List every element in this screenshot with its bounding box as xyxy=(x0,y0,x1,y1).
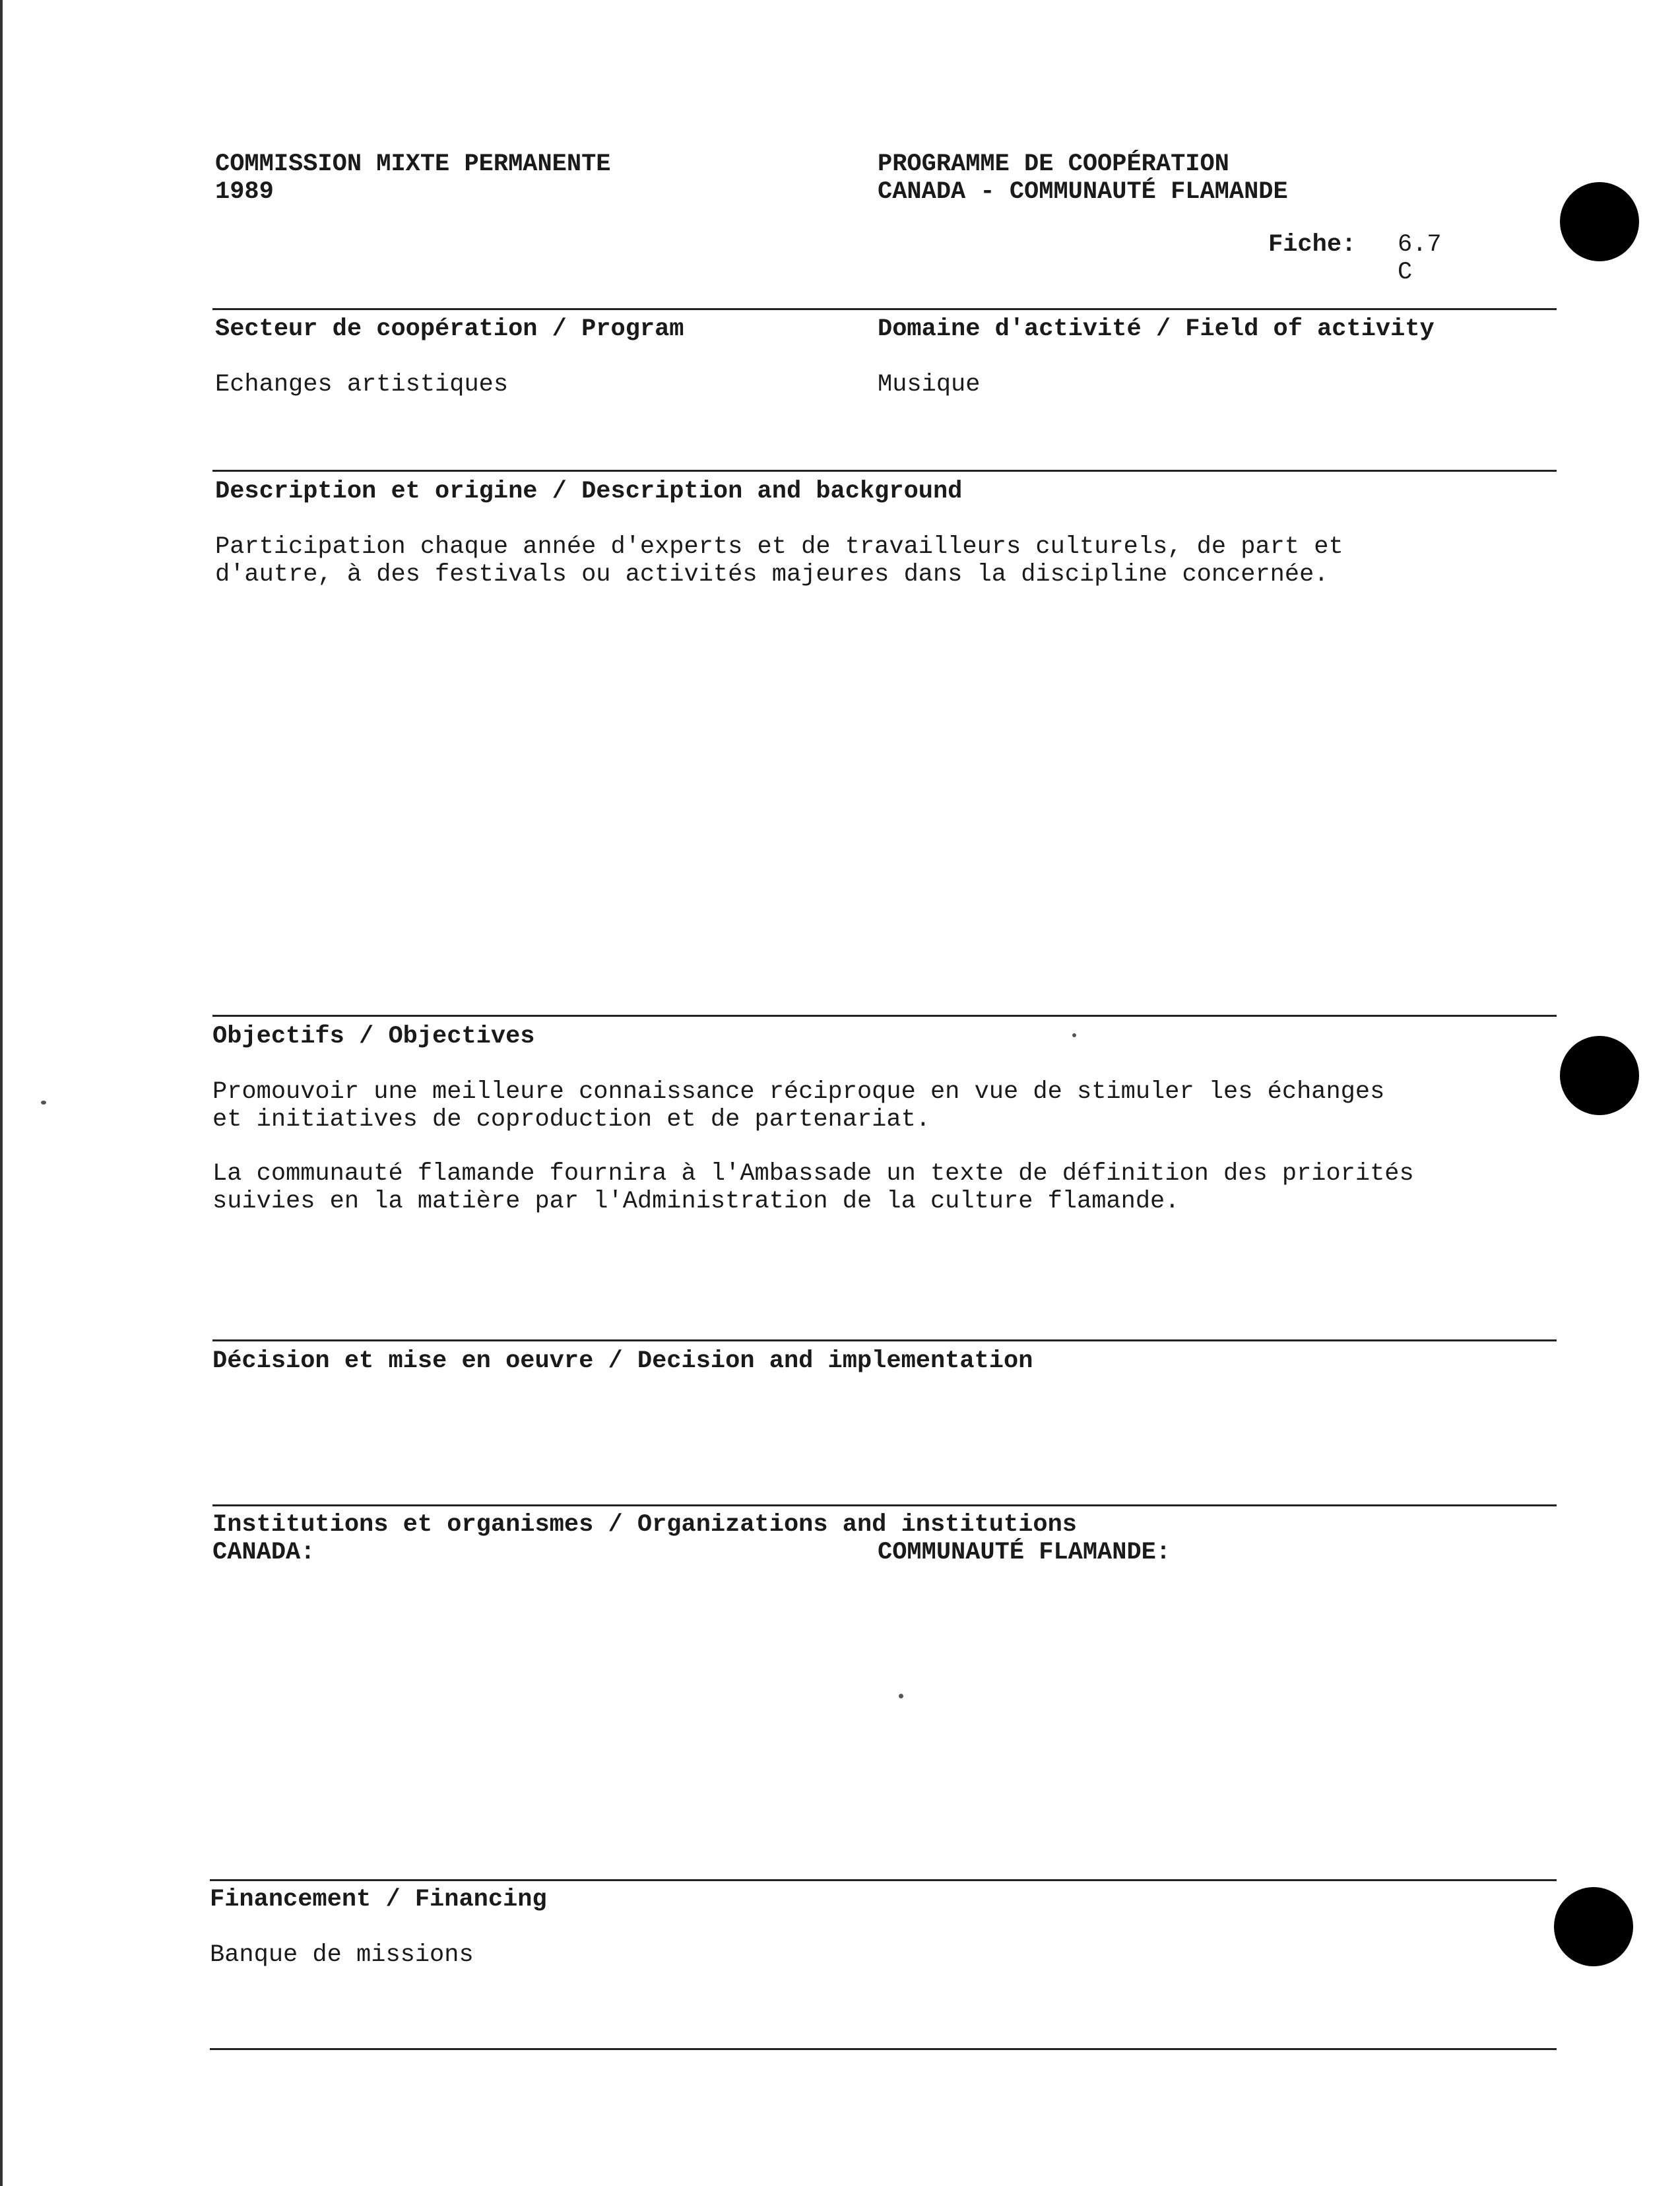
program-title: PROGRAMME DE COOPÉRATION xyxy=(878,150,1229,178)
financing-heading: Financement / Financing xyxy=(210,1886,547,1913)
scan-speck xyxy=(41,1101,46,1105)
divider xyxy=(212,470,1557,472)
punch-hole-middle xyxy=(1560,1036,1639,1115)
objectives-text-line: La communauté flamande fournira à l'Ambassade un texte de définition des priorités xyxy=(212,1160,1414,1188)
institutions-heading: Institutions et organismes / Organizations and institutions xyxy=(212,1511,1078,1539)
sector-heading: Secteur de coopération / Program xyxy=(215,315,684,343)
financing-value: Banque de missions xyxy=(210,1941,474,1969)
commission-year: 1989 xyxy=(215,178,274,206)
divider xyxy=(212,1504,1557,1506)
objectives-heading: Objectifs / Objectives xyxy=(212,1023,535,1050)
fiche-code: C xyxy=(1398,259,1413,286)
decision-heading: Décision et mise en oeuvre / Decision and implementation xyxy=(212,1347,1033,1375)
scan-left-edge xyxy=(0,0,3,2186)
objectives-text-line: Promouvoir une meilleure connaissance réciproque en vue de stimuler les échanges xyxy=(212,1078,1385,1106)
scan-speck xyxy=(899,1694,903,1698)
field-value: Musique xyxy=(878,371,981,399)
fiche-label: Fiche: xyxy=(1268,231,1357,259)
scan-speck xyxy=(1072,1033,1076,1037)
punch-hole-bottom xyxy=(1554,1887,1633,1966)
divider xyxy=(212,1015,1557,1017)
sector-value: Echanges artistiques xyxy=(215,371,509,399)
canada-label: CANADA: xyxy=(212,1539,315,1566)
program-subtitle: CANADA - COMMUNAUTÉ FLAMANDE xyxy=(878,178,1288,206)
field-heading: Domaine d'activité / Field of activity xyxy=(878,315,1435,343)
flemish-community-label: COMMUNAUTÉ FLAMANDE: xyxy=(878,1539,1171,1566)
objectives-text-line: et initiatives de coproduction et de partenariat. xyxy=(212,1106,930,1134)
commission-title: COMMISSION MIXTE PERMANENTE xyxy=(215,150,611,178)
divider xyxy=(210,2048,1557,2050)
description-heading: Description et origine / Description and background xyxy=(215,478,963,505)
description-text-line: Participation chaque année d'experts et de travailleurs culturels, de part et xyxy=(215,533,1343,561)
fiche-number: 6.7 xyxy=(1398,231,1442,259)
description-text-line: d'autre, à des festivals ou activités majeures dans la discipline concernée. xyxy=(215,561,1329,589)
divider xyxy=(212,1339,1557,1341)
divider xyxy=(210,1879,1557,1881)
divider xyxy=(212,308,1557,310)
punch-hole-top xyxy=(1560,182,1639,261)
objectives-text-line: suivies en la matière par l'Administration de la culture flamande. xyxy=(212,1188,1180,1215)
